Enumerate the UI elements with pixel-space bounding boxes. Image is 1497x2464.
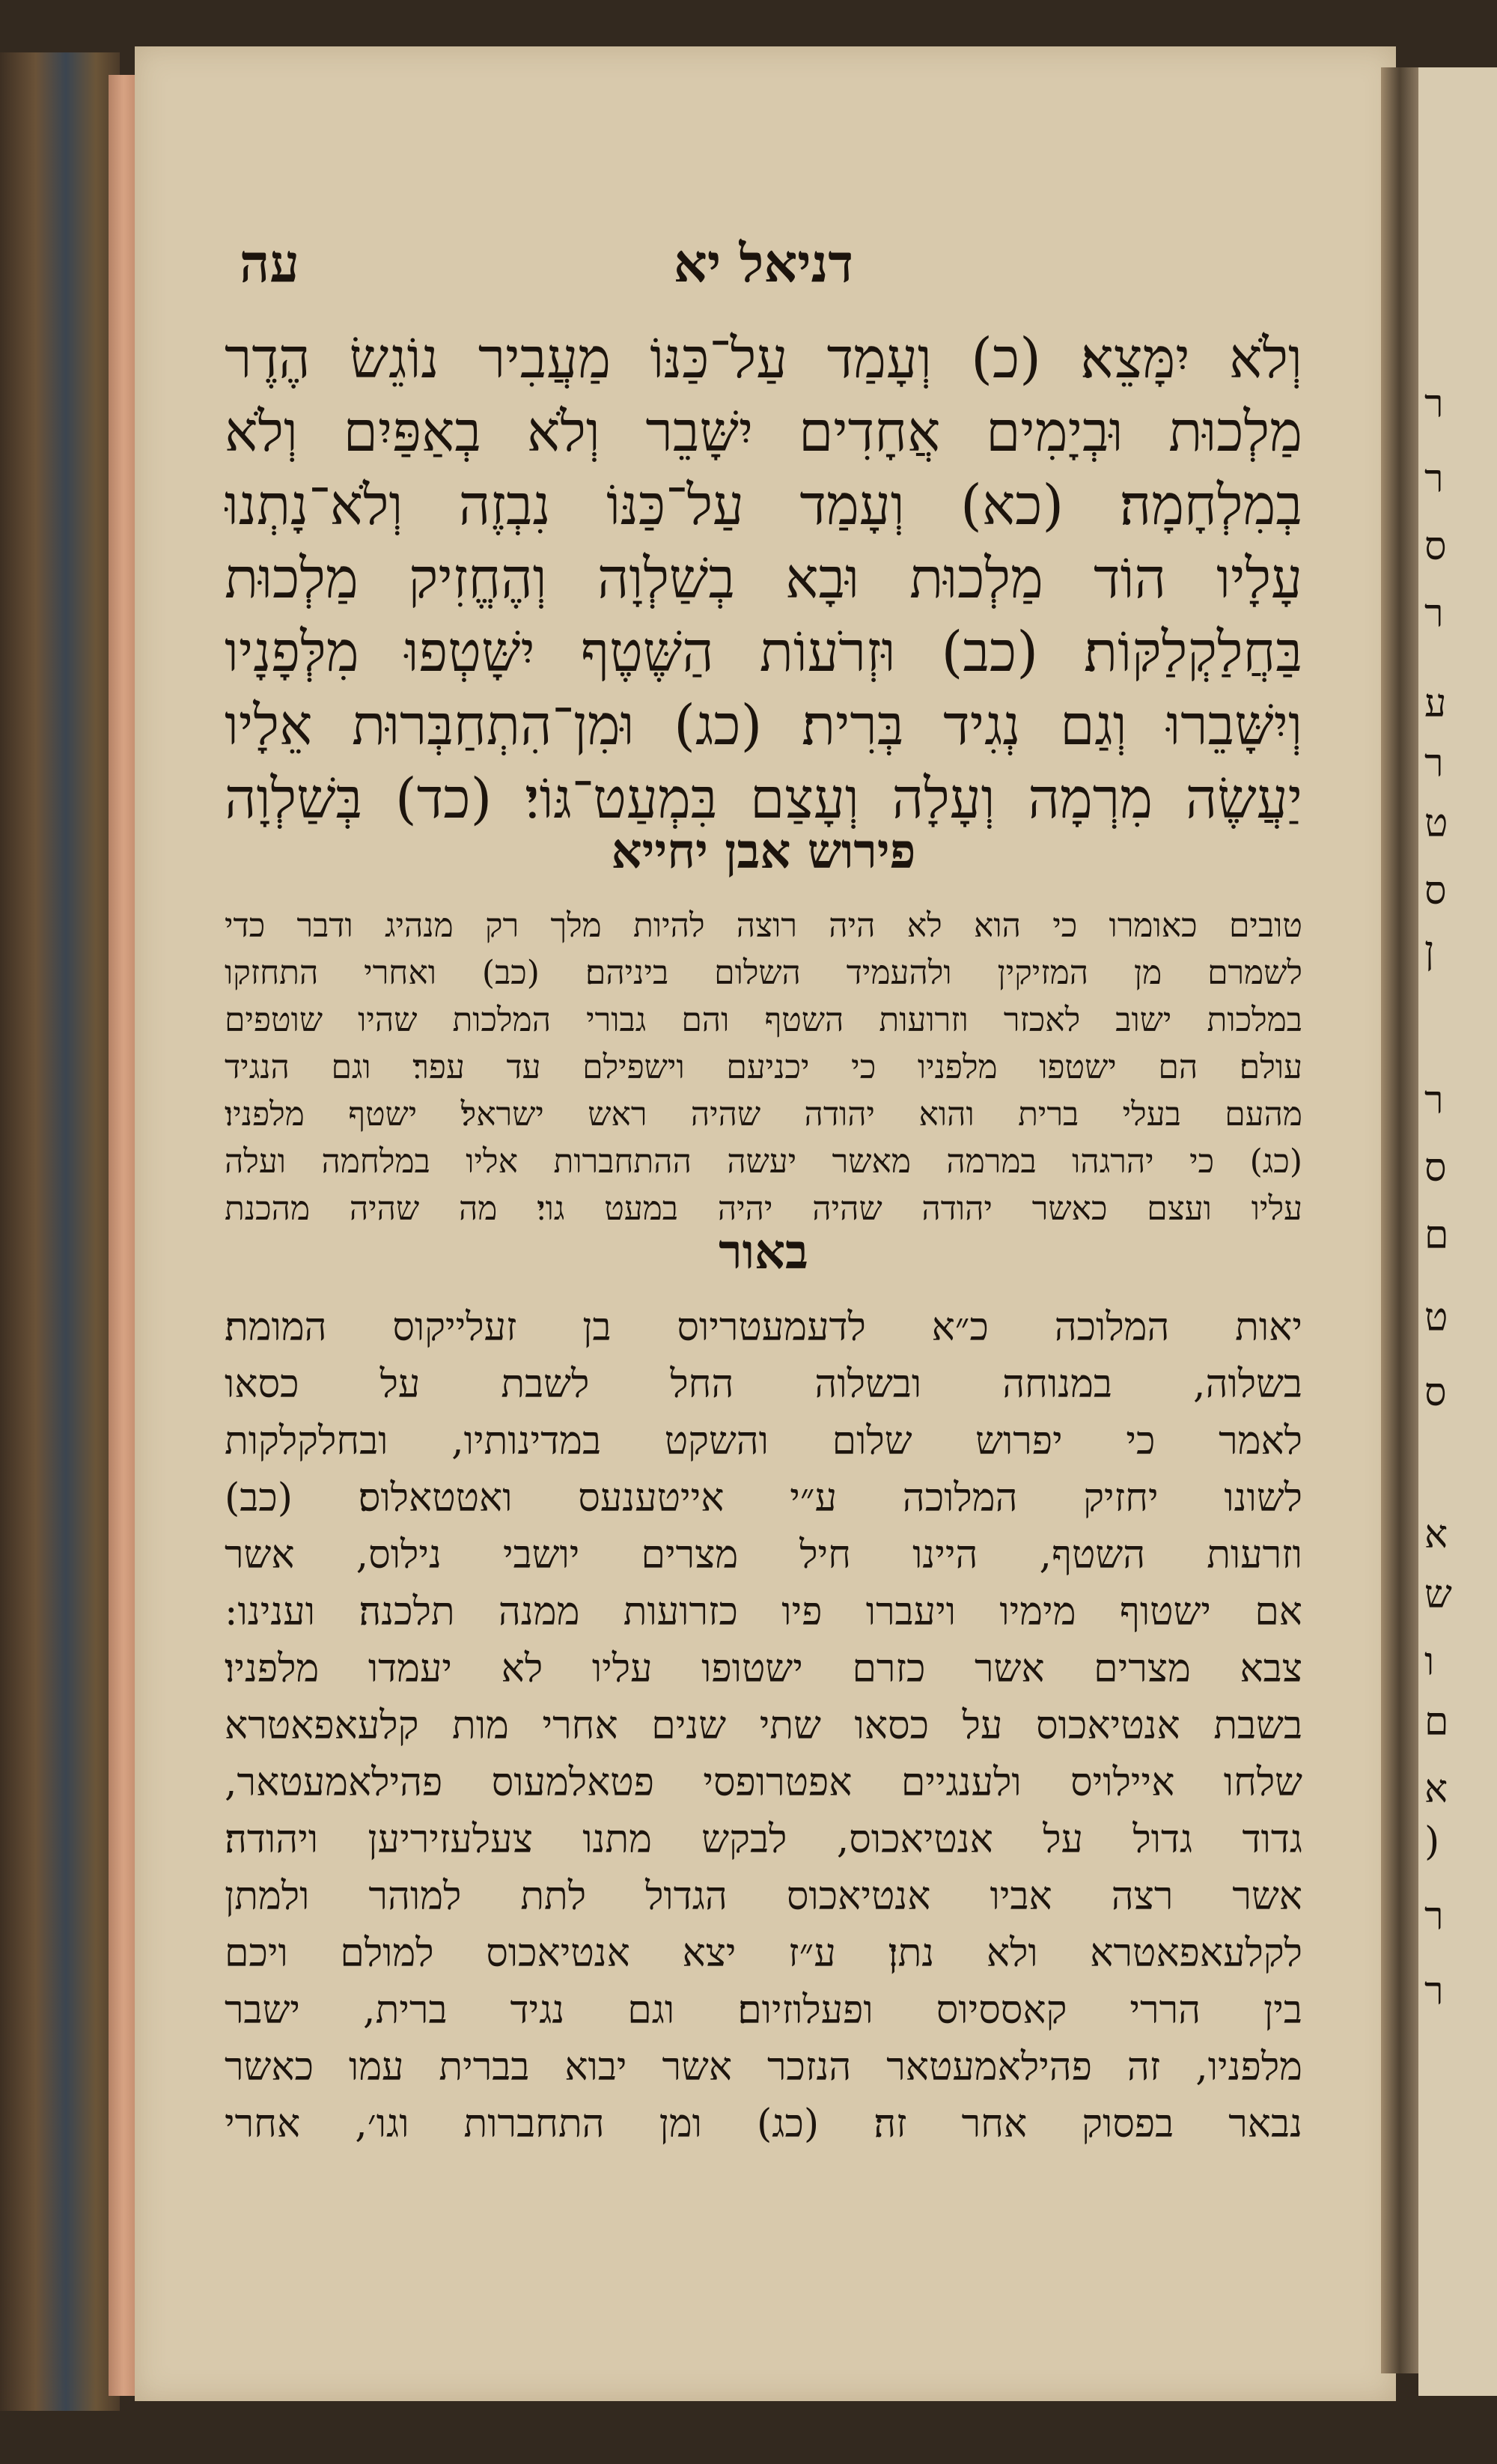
biur-line: וזרעות השטף, היינו חיל מצרים יושבי נילוס, אשר <box>225 1533 1302 1578</box>
facing-page-glyph: ם <box>1424 1700 1449 1744</box>
verse-line: בְמִלְחָמָה׃ (כא) וְעָמַד עַל־כַּנּוֹ נִבְזֶה וְלֹא־נָתְנוּ <box>225 473 1302 538</box>
biur-line: מלפניו, זה פהילאמעטאר הנזכר אשר יבוא בברית עמו כאשר <box>225 2045 1302 2090</box>
biur-line: שלחו איילויס ולענגיים אפטרופסי פטאלמעוס פהילאמעטאר, <box>225 1760 1302 1805</box>
biur-line: אם ישטוף מימיו ויעברו פיו כזרועות ממנה תלכנה׃ וענינו: <box>225 1590 1302 1634</box>
facing-page-glyph: ס <box>1424 1146 1447 1190</box>
book-gutter <box>1381 67 1418 2373</box>
facing-page-glyph: ש <box>1424 1572 1452 1617</box>
facing-page-glyph: ם <box>1424 1213 1449 1258</box>
biur-line: בשבת אנטיאכוס על כסאו שתי שנים אחרי מות קלעאפאטרא <box>225 1703 1302 1748</box>
facing-page-glyph: ר <box>1424 1894 1444 1939</box>
biur-line: בין הררי קאססיוס ופעלוזיום׃ וגם נגיד ברית, ישבר <box>225 1988 1302 2033</box>
verse-line: יַעֲשֶׂה מִרְמָה וְעָלָה וְעָצַם בִּמְעַט־גּוֹי׃ (כד) בְּשַׁלְוָה <box>225 767 1302 831</box>
biur-line: בשלוה, במנוחה ובשלוה החל לשבת על כסאו <box>225 1362 1302 1407</box>
facing-page-glyph: ר <box>1424 382 1444 427</box>
biur-heading: באור <box>719 1224 808 1280</box>
facing-page-glyph: ס <box>1424 1370 1447 1415</box>
facing-page-glyph: ן <box>1424 928 1435 973</box>
facing-page-glyph: א <box>1424 1767 1448 1812</box>
facing-page-glyph: ר <box>1424 457 1444 502</box>
facing-page-glyph: ס <box>1424 869 1447 913</box>
facing-page-glyph: ס <box>1424 524 1447 569</box>
page-edge <box>109 75 138 2396</box>
biur-line: יאות המלוכה כ״א לדעמעטריוס בן זעלייקוס המומת׃ <box>225 1305 1302 1350</box>
commentary-line: מהעם בעלי ברית והוא יהודה שהיה ראש ישראל׃ ישטף מלפניו׃ <box>225 1095 1302 1134</box>
facing-page-glyph: א <box>1424 1512 1448 1557</box>
commentary-line: (כג) כי יהרגהו במרמה מאשר יעשה ההתחברות אליו במלחמה ועלה <box>225 1143 1302 1181</box>
biur-text <box>225 1299 1302 2153</box>
verse-line: וְלֹא יִמָּצֵא׃ (כ) וְעָמַד עַל־כַּנּוֹ מַעֲבִיר נוֹגֵשׂ הֶדֶר <box>225 326 1302 391</box>
verse-line: וְיִשָּׁבֵרוּ וְגַם נְגִיד בְּרִית׃ (כג) וּמִן־הִתְחַבְּרוּת אֵלָיו <box>225 693 1302 758</box>
biur-line: צבא מצרים אשר כזרם ישטופו עליו לא יעמדו מלפניו׃ <box>225 1646 1302 1691</box>
biur-line: לאמר כי יפרוש שלום והשקט במדינותיו, ובחלקלקות <box>225 1419 1302 1464</box>
commentary-heading: פירוש אבן יחייא <box>611 824 916 880</box>
facing-page-glyph: ט <box>1424 801 1448 846</box>
book-spine <box>0 52 120 2411</box>
commentary-line: עולם׃ הם ישטפו מלפניו כי יכניעם וישפילם עד עפר׃ וגם הנגיד <box>225 1048 1302 1086</box>
running-header <box>225 232 1302 314</box>
verse-line: עָלָיו הוֹד מַלְכוּת וּבָא בְשַׁלְוָה וְהֶחֱזִיק מַלְכוּת <box>225 547 1302 611</box>
biur-line: לשונו יחזיק המלוכה ע״י אייטענעס ואטטאלוס׃ (כב) <box>225 1476 1302 1521</box>
commentary-line: טובים כאומרו כי הוא לא היה רוצה להיות מלך רק מנהיג ודבר כדי <box>225 907 1302 945</box>
commentary-line: עליו ועצם כאשר יהודה שהיה יהיה במעט גוי׃ מה שהיה מהכנת <box>225 1190 1302 1228</box>
facing-page-glyph: ו <box>1424 1640 1435 1685</box>
verse-line: בַּחֲלַקְלַקּוֹת׃ (כב) וּזְרֹעוֹת הַשֶּׁטֶף יִשָּׁטְפוּ מִלְּפָנָיו <box>225 620 1302 684</box>
facing-page-glyph: ר <box>1424 1969 1444 2014</box>
commentary-line: לשמרם מן המזיקין ולהעמיד השלום ביניהם׃ (כב) ואחרי התחזקו <box>225 954 1302 992</box>
commentary-line: במלכות ישוב לאכזר וזרועות השטף והם גבורי המלכות שהיו שוטפים <box>225 1001 1302 1039</box>
folio-number: עה <box>240 232 299 294</box>
biur-line: אשר רצה אביו אנטיאכוס הגדול לתת למוהר ולמתן <box>225 1874 1302 1919</box>
facing-page-glyph: ר <box>1424 1078 1444 1123</box>
page-content <box>225 180 1302 2351</box>
biur-line: לקלעאפאטרא ולא נתן׃ ע״ז יצא אנטיאכוס למולם ויכם <box>225 1931 1302 1976</box>
biur-line: נבאר בפסוק אחר זה׃ (כג) ומן התחברות וגו׳, אחרי <box>225 2102 1302 2147</box>
verse-line: מַלְכוּת וּבְיָמִים אֲחָדִים יִשָּׁבֵר וְלֹא בְאַפַּיִם וְלֹא <box>225 400 1302 464</box>
scripture-text <box>225 322 1302 836</box>
biur-line: גדוד גדול על אנטיאכוס, לבקש מתנו צעלעזיריען ויהודה׃ <box>225 1817 1302 1862</box>
facing-page <box>1418 67 1497 2396</box>
facing-page-glyph: ט <box>1424 1295 1448 1340</box>
facing-page-glyph: ר <box>1424 591 1444 636</box>
facing-page-glyph: ר <box>1424 741 1444 786</box>
facing-page-glyph: ( <box>1424 1819 1440 1864</box>
facing-page-glyph: ע <box>1424 681 1447 726</box>
commentary-text <box>225 902 1302 1232</box>
page-title: דניאל יא <box>673 232 854 294</box>
